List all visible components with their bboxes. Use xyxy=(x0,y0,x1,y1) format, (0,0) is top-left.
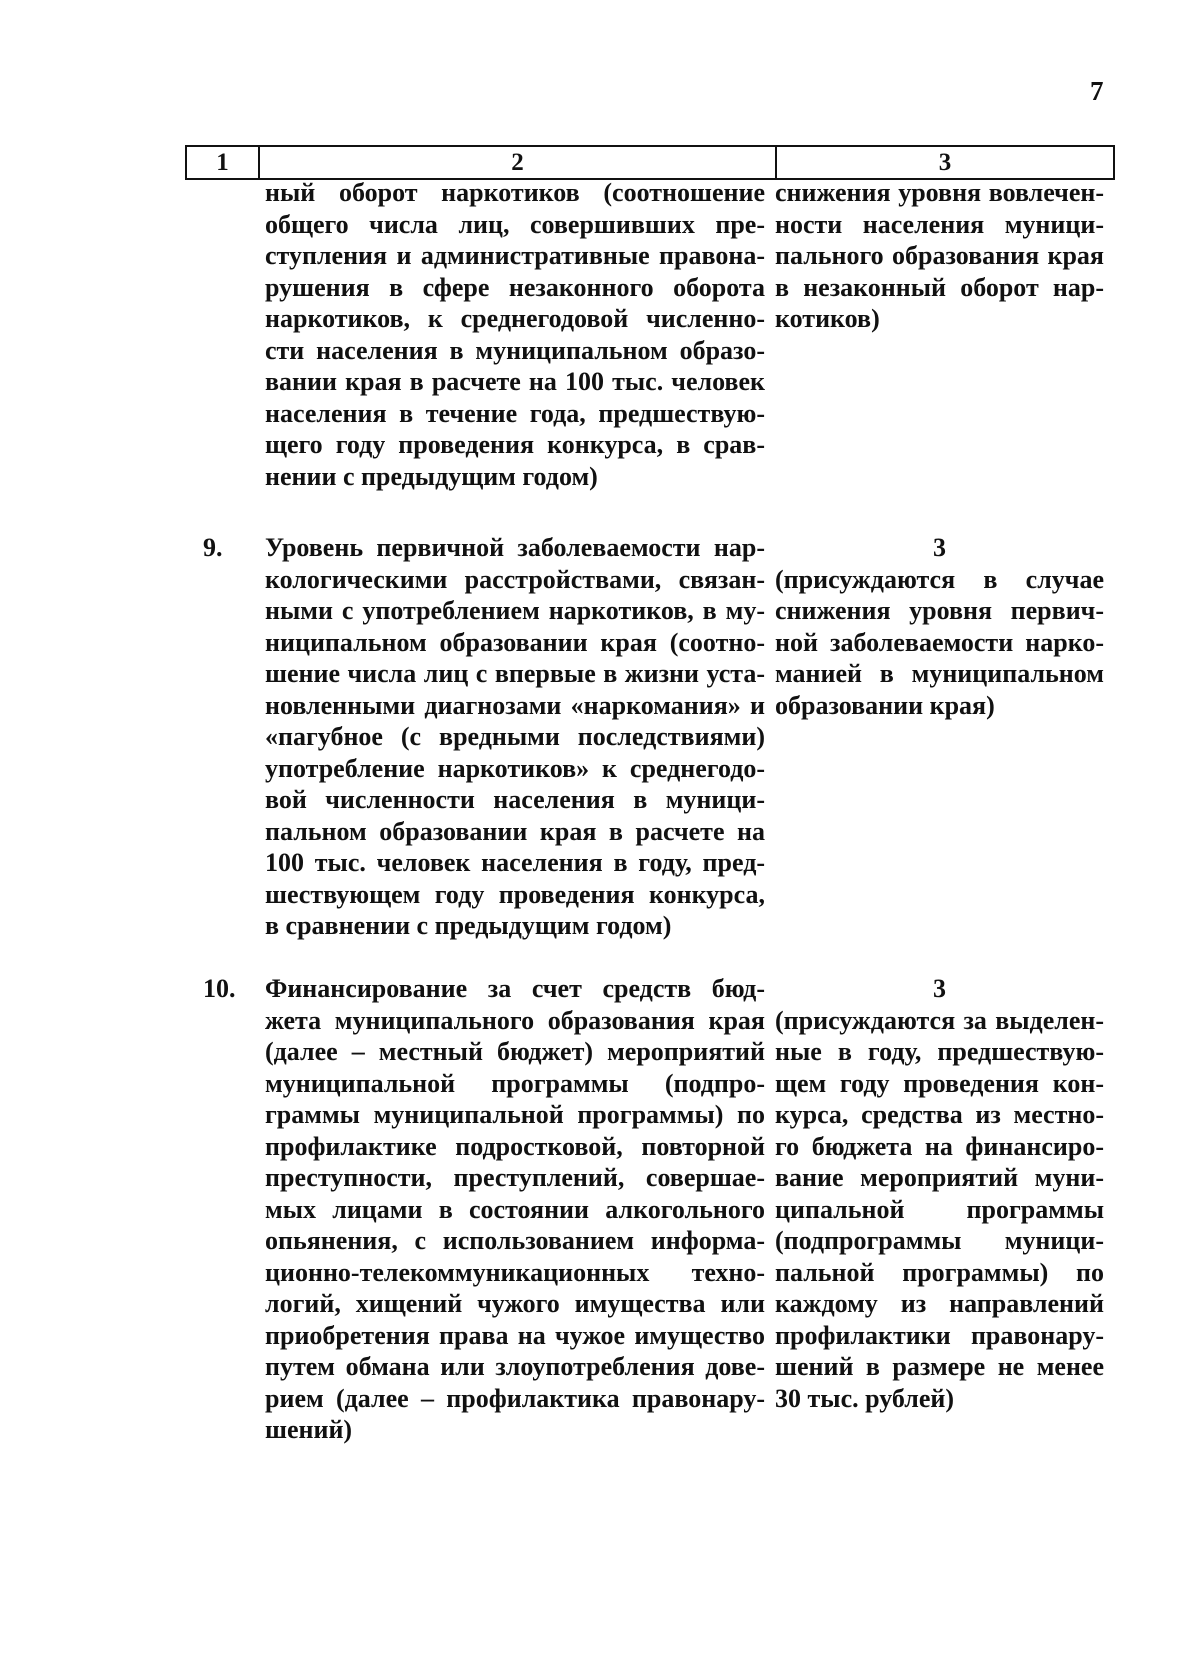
text-line: профилактике подростковой, повторной xyxy=(265,1131,765,1161)
text-line: шение числа лиц с впервые в жизни уста- xyxy=(265,659,765,688)
text-line: образовании края) xyxy=(775,690,995,720)
text-line: ной заболеваемости нарко- xyxy=(775,627,1104,657)
text-line: снижения уровня первич- xyxy=(775,596,1104,625)
text-line: курса, средства из местно- xyxy=(775,1100,1104,1129)
text-line: сти населения в муниципальном образо- xyxy=(265,335,765,365)
text-line: ционно-телекоммуникационных техно- xyxy=(265,1257,765,1287)
row-number: 10. xyxy=(203,974,236,1003)
score-value: 3 xyxy=(933,974,946,1003)
text-line: шествующем году проведения конкурса, xyxy=(265,879,765,909)
text-line: Уровень первичной заболеваемости нар- xyxy=(265,533,765,562)
text-line: ными с употреблением наркотиков, в му- xyxy=(265,596,765,625)
score-value: 3 xyxy=(933,533,946,562)
text-line: ный оборот наркотиков (соотношение xyxy=(265,178,765,207)
text-line: пальном образовании края в расчете на xyxy=(265,816,765,846)
text-line: 100 тыс. человек населения в году, пред- xyxy=(265,848,765,877)
text-line: вой численности населения в муници- xyxy=(265,785,765,814)
header-col-2: 2 xyxy=(260,147,777,178)
text-line: (подпрограммы муници- xyxy=(775,1226,1104,1255)
header-col-3: 3 xyxy=(938,148,952,176)
text-line: пальной программы) по xyxy=(775,1257,1104,1287)
page-number: 7 xyxy=(1090,76,1104,106)
text-line: в незаконный оборот нар- xyxy=(775,272,1104,302)
text-line: наркотиков, к среднегодовой численно- xyxy=(265,304,765,333)
text-line: каждому из направлений xyxy=(775,1289,1104,1318)
text-line: ступления и административные правона- xyxy=(265,241,765,270)
text-line: снижения уровня вовлечен- xyxy=(775,178,1104,207)
text-line: рушения в сфере незаконного оборота xyxy=(265,272,765,302)
text-line: (далее – местный бюджет) мероприятий xyxy=(265,1037,765,1066)
text-line: вании края в расчете на 100 тыс. человек xyxy=(265,367,765,396)
criterion-text xyxy=(265,532,765,942)
text-line: жета муниципального образования края xyxy=(265,1005,765,1035)
text-line: котиков) xyxy=(775,304,880,333)
text-line: профилактики правонару- xyxy=(775,1320,1104,1350)
text-line: мых лицами в состоянии алкогольного xyxy=(265,1194,765,1224)
criterion-text xyxy=(265,973,765,1446)
criterion-text xyxy=(265,177,765,492)
text-line: (присуждаются за выделен- xyxy=(775,1005,1104,1035)
text-line: логий, хищений чужого имущества или xyxy=(265,1289,765,1318)
score-description xyxy=(775,532,1104,721)
text-line: муниципальной программы (подпро- xyxy=(265,1068,765,1098)
text-line: (присуждаются в случае xyxy=(775,564,1104,594)
text-line: ниципальном образовании края (соотно- xyxy=(265,627,765,657)
text-line: новленными диагнозами «наркомания» и xyxy=(265,690,765,720)
text-line: щего году проведения конкурса, в срав- xyxy=(265,430,765,459)
text-line: пального образования края xyxy=(775,241,1104,270)
text-line: приобретения права на чужое имущество xyxy=(265,1320,765,1350)
text-line: вание мероприятий муни- xyxy=(775,1163,1104,1192)
text-line: нении с предыдущим годом) xyxy=(265,461,598,491)
text-line: рием (далее – профилактика правонару- xyxy=(265,1383,765,1413)
text-line: манией в муниципальном xyxy=(775,659,1104,688)
text-line: в сравнении с предыдущим годом) xyxy=(265,911,672,940)
text-line: «пагубное (с вредными последствиями) xyxy=(265,722,765,751)
text-line: употребление наркотиков» к среднегодо- xyxy=(265,753,765,783)
text-line: ные в году, предшествую- xyxy=(775,1037,1104,1066)
text-line: опьянения, с использованием информа- xyxy=(265,1226,765,1255)
text-line: преступности, преступлений, совершае- xyxy=(265,1163,765,1192)
text-line: ности населения муници- xyxy=(775,209,1104,239)
text-line: шений) xyxy=(265,1415,353,1444)
table-header xyxy=(185,145,1115,180)
score-description xyxy=(775,177,1104,335)
header-col-1: 1 xyxy=(187,147,260,178)
row-number: 9. xyxy=(203,533,223,562)
text-line: щем году проведения кон- xyxy=(775,1068,1104,1098)
text-line: Финансирование за счет средств бюд- xyxy=(265,974,765,1003)
text-line: граммы муниципальной программы) по xyxy=(265,1100,765,1129)
text-line: населения в течение года, предшествую- xyxy=(265,398,765,428)
text-line: го бюджета на финансиро- xyxy=(775,1131,1104,1161)
text-line: ципальной программы xyxy=(775,1194,1104,1224)
text-line: шений в размере не менее xyxy=(775,1352,1104,1381)
score-description xyxy=(775,973,1104,1414)
text-line: 30 тыс. рублей) xyxy=(775,1383,955,1413)
text-line: путем обмана или злоупотребления дове- xyxy=(265,1352,765,1381)
text-line: кологическими расстройствами, связан- xyxy=(265,564,765,594)
text-line: общего числа лиц, совершивших пре- xyxy=(265,209,765,239)
